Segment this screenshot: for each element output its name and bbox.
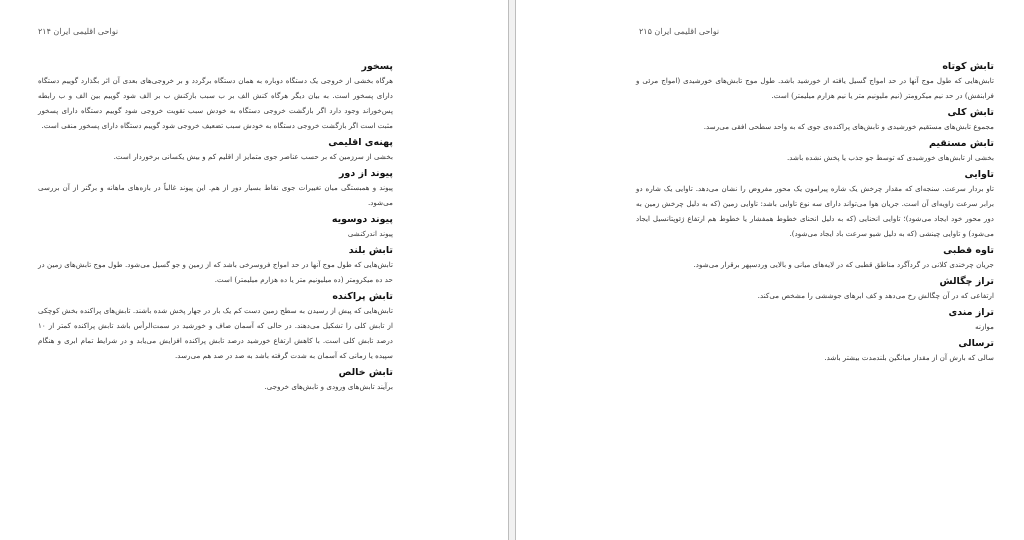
left-page [0, 0, 508, 540]
glossary-entry [38, 213, 393, 241]
entry-term: ترسالی [958, 338, 994, 349]
entry-definition: برآیند تابش‌های ورودی و تابش‌های خروجی. [264, 382, 393, 391]
glossary-entry [636, 168, 994, 241]
page-content [38, 57, 393, 394]
entry-term: تابش کوتاه [942, 61, 994, 72]
entry-definition: ارتفاعی که در آن چگالش رخ می‌دهد و کف ابرهای جوششی را مشخص می‌کند. [757, 291, 994, 300]
glossary-entry [636, 244, 994, 272]
glossary-entry [38, 244, 393, 287]
glossary-entry [636, 337, 994, 365]
entry-definition: جریان چرخندی کلانی در گردآگرد مناطق قطبی که در لایه‌های میانی و بالایی وردسپهر برقرار می‌شود. [693, 260, 994, 269]
page-header: نواحی اقلیمی ایران ۲۱۴ [38, 27, 119, 36]
entry-definition: مجموع تابش‌های مستقیم خورشیدی و تابش‌های پراکنده‌ی جوی که به واحد سطحی افقی می‌رسد. [703, 122, 994, 131]
page-content [636, 57, 994, 365]
entry-term: تابش مستقیم [928, 138, 994, 149]
entry-term: پهنه‌ی اقلیمی [328, 137, 393, 148]
entry-term: تابش خالص [338, 367, 393, 378]
entry-definition: تابش‌هایی که طول موج آنها در حد امواج گسیل یافته از خورشید باشد. طول موج تابش‌های خورشیدی (امواج مرئی و فرابنفش) در حد نیم میکرومتر (نیم ملیونیم متر یا نیم هزارم میلیمتر) است. [636, 76, 994, 100]
glossary-entry [636, 137, 994, 165]
entry-definition: سالی که بارش آن از مقدار میانگین بلندمدت بیشتر باشد. [824, 353, 994, 362]
glossary-entry [636, 306, 994, 334]
entry-term: پسخور [361, 61, 393, 72]
glossary-entry [38, 167, 393, 210]
entry-definition: تاو بردار سرعت. سنجه‌ای که مقدار چرخش یک شاره پیرامون یک محور مفروض را نشان می‌دهد. تاوایی یک شاره دو برابر سرعت زاویه‌ای آن است. جریان هوا می‌تواند دارای سه نوع تاوایی باشد: تاوایی زمین (که به دلیل چرخش زمین به دور محور خود ایجاد می‌شود)؛ تاوایی انحنایی (که به دلیل انحنای خطوط همفشار یا خطوط هم ارتفاع ژئوپتانسیل ایجاد می‌شود) و تاوایی چینشی (که به دلیل شیو سرعت باد ایجاد می‌شود). [636, 184, 994, 238]
entry-definition: بخشی از تابش‌های خورشیدی که توسط جو جذب یا پخش نشده باشد. [786, 153, 994, 162]
entry-term: تاوایی [964, 169, 994, 180]
entry-term: تابش پراکنده [332, 291, 393, 302]
entry-definition: هرگاه بخشی از خروجی یک دستگاه دوباره به همان دستگاه برگردد و بر خروجی‌های بعدی آن اثر بگذارد گوییم دستگاه دارای پسخور است. به بیان دیگر هرگاه کنش الف بر ب سبب بازکنش ب بر الف شود گوییم بین الف و ب رابطه پس‌خوراند وجود دارد اگر بازگشت خروجی دستگاه به خودش سبب تقویت خروجی شود گوییم دستگاه دارای پسخور مثبت است اگر بازگشت خروجی دستگاه به خودش سبب تضعیف خروجی شود گوییم دستگاه دارای پسخور منفی است. [38, 76, 393, 130]
entry-definition: موازنه [975, 322, 994, 331]
page-gutter [508, 0, 516, 540]
entry-term: تراز مندی [948, 307, 994, 318]
entry-term: پیوند از دور [338, 168, 393, 179]
entry-term: تراز چگالش [939, 276, 994, 287]
glossary-entry [636, 275, 994, 303]
glossary-entry [38, 136, 393, 164]
glossary-entry [636, 60, 994, 103]
entry-definition: پیوند اندرکنشی [347, 229, 393, 238]
entry-term: تابش بلند [348, 245, 393, 256]
entry-term: پیوند دوسویه [331, 214, 393, 225]
page-header: نواحی اقلیمی ایران ۲۱۵ [639, 27, 720, 36]
right-page [516, 0, 1024, 540]
glossary-entry [38, 366, 393, 394]
glossary-entry [636, 106, 994, 134]
glossary-entry [38, 60, 393, 133]
glossary-entry [38, 290, 393, 363]
entry-definition: بخشی از سرزمین که بر حسب عناصر جوی متمایز از اقلیم کم و بیش یکسانی برخوردار است. [113, 152, 393, 161]
entry-definition: تابش‌هایی که طول موج آنها در حد امواج فروسرخی باشد که از زمین و جو گسیل می‌شود. طول موج تابش‌های زمین در حد ده میکرومتر (ده میلیونیم متر یا ده هزارم میلیمتر) است. [38, 260, 393, 284]
entry-definition: تابش‌هایی که پیش از رسیدن به سطح زمین دست کم یک بار در جهار پخش شده باشند. تابش‌های پراکنده بخش کوچکی از تابش کلی را تشکیل می‌دهند. در حالی که آسمان صاف و خورشید در سمت‌الرأس باشد تابش پراکنده کمتر از ۱۰ درصد تابش کلی است. با کاهش ارتفاع خورشید درصد تابش پراکنده افزایش می‌یابد و در شرایط تمام ابری و هنگام سپیده یا زمانی که آسمان به شدت گرفته باشد به صد در صد هم می‌رسد. [38, 306, 393, 360]
entry-definition: پیوند و همبستگی میان تغییرات جوی نقاط بسیار دور از هم. این پیوند غالباً در بازه‌های ماهانه و برگتر از آن بررسی می‌شود. [38, 183, 393, 207]
entry-term: تاوه قطبی [943, 245, 994, 256]
entry-term: تابش کلی [947, 107, 994, 118]
